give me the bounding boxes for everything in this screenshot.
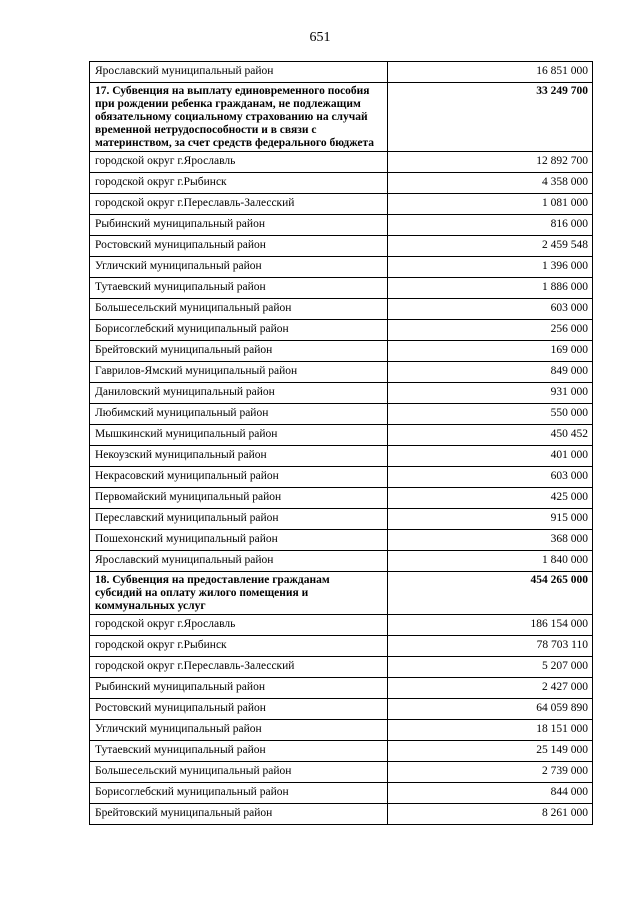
amount-value: 8 261 000 <box>388 804 593 825</box>
amount-value: 368 000 <box>388 530 593 551</box>
amount-value: 450 452 <box>388 425 593 446</box>
municipality-name: Угличский муниципальный район <box>90 720 388 741</box>
table-row <box>90 446 593 467</box>
municipality-name: Большесельский муниципальный район <box>90 299 388 320</box>
municipality-name: Рыбинский муниципальный район <box>90 678 388 699</box>
municipality-name: Тутаевский муниципальный район <box>90 741 388 762</box>
amount-value: 816 000 <box>388 215 593 236</box>
amount-value: 1 886 000 <box>388 278 593 299</box>
section-total: 33 249 700 <box>388 83 593 152</box>
table-row <box>90 488 593 509</box>
amount-value: 12 892 700 <box>388 152 593 173</box>
municipality-name: Ростовский муниципальный район <box>90 699 388 720</box>
amount-value: 425 000 <box>388 488 593 509</box>
amount-value: 603 000 <box>388 467 593 488</box>
table-row <box>90 320 593 341</box>
amount-value: 1 396 000 <box>388 257 593 278</box>
amount-value: 2 459 548 <box>388 236 593 257</box>
section-heading-row <box>90 83 593 152</box>
municipality-name: Переславский муниципальный район <box>90 509 388 530</box>
table-row <box>90 615 593 636</box>
section-title: 17. Субвенция на выплату единовременного пособия при рождении ребенка гражданам, не подлежащим обязательному социальному страхованию на случай временной нетрудоспособности и в связи с материнством, за счет средств федерального бюджета <box>90 83 388 152</box>
section-total: 454 265 000 <box>388 572 593 615</box>
municipality-name: городской округ г.Рыбинск <box>90 173 388 194</box>
amount-value: 78 703 110 <box>388 636 593 657</box>
municipality-name: Брейтовский муниципальный район <box>90 804 388 825</box>
municipality-name: Ярославский муниципальный район <box>90 551 388 572</box>
table-row <box>90 783 593 804</box>
municipality-name: Любимский муниципальный район <box>90 404 388 425</box>
table-row <box>90 215 593 236</box>
amount-value: 603 000 <box>388 299 593 320</box>
table-row <box>90 341 593 362</box>
municipality-name: городской округ г.Ярославль <box>90 152 388 173</box>
table-row <box>90 194 593 215</box>
table-row <box>90 720 593 741</box>
table-row <box>90 299 593 320</box>
municipality-name: Некрасовский муниципальный район <box>90 467 388 488</box>
table-row <box>90 362 593 383</box>
amount-value: 256 000 <box>388 320 593 341</box>
municipality-name: городской округ г.Переславль-Залесский <box>90 657 388 678</box>
table-row <box>90 152 593 173</box>
amount-value: 915 000 <box>388 509 593 530</box>
municipality-name: Ярославский муниципальный район <box>90 62 388 83</box>
table-row <box>90 257 593 278</box>
municipality-name: Борисоглебский муниципальный район <box>90 320 388 341</box>
municipality-name: Большесельский муниципальный район <box>90 762 388 783</box>
amount-value: 25 149 000 <box>388 741 593 762</box>
table-row <box>90 278 593 299</box>
section-title: 18. Субвенция на предоставление гражданам субсидий на оплату жилого помещения и коммунальных услуг <box>90 572 388 615</box>
municipality-name: Ростовский муниципальный район <box>90 236 388 257</box>
municipality-name: Пошехонский муниципальный район <box>90 530 388 551</box>
municipality-name: Тутаевский муниципальный район <box>90 278 388 299</box>
municipality-name: Борисоглебский муниципальный район <box>90 783 388 804</box>
municipality-name: Первомайский муниципальный район <box>90 488 388 509</box>
amount-value: 931 000 <box>388 383 593 404</box>
amount-value: 169 000 <box>388 341 593 362</box>
table-row <box>90 699 593 720</box>
table-row <box>90 173 593 194</box>
table-body <box>90 62 593 825</box>
table-row <box>90 678 593 699</box>
amount-value: 844 000 <box>388 783 593 804</box>
amount-value: 64 059 890 <box>388 699 593 720</box>
municipality-name: Мышкинский муниципальный район <box>90 425 388 446</box>
amount-value: 401 000 <box>388 446 593 467</box>
amount-value: 186 154 000 <box>388 615 593 636</box>
amount-value: 5 207 000 <box>388 657 593 678</box>
municipality-name: Рыбинский муниципальный район <box>90 215 388 236</box>
table-row <box>90 425 593 446</box>
table-row <box>90 236 593 257</box>
municipality-name: Угличский муниципальный район <box>90 257 388 278</box>
subvention-table <box>89 61 593 825</box>
table-row <box>90 383 593 404</box>
municipality-name: городской округ г.Переславль-Залесский <box>90 194 388 215</box>
municipality-name: городской округ г.Рыбинск <box>90 636 388 657</box>
table-row <box>90 404 593 425</box>
amount-value: 2 739 000 <box>388 762 593 783</box>
municipality-name: Даниловский муниципальный район <box>90 383 388 404</box>
page-number: 651 <box>309 30 331 45</box>
municipality-name: городской округ г.Ярославль <box>90 615 388 636</box>
table-row <box>90 636 593 657</box>
municipality-name: Некоузский муниципальный район <box>90 446 388 467</box>
table-row <box>90 741 593 762</box>
amount-value: 1 840 000 <box>388 551 593 572</box>
table-row <box>90 551 593 572</box>
table-row <box>90 467 593 488</box>
amount-value: 1 081 000 <box>388 194 593 215</box>
table-row <box>90 509 593 530</box>
municipality-name: Брейтовский муниципальный район <box>90 341 388 362</box>
amount-value: 18 151 000 <box>388 720 593 741</box>
table-row <box>90 62 593 83</box>
amount-value: 550 000 <box>388 404 593 425</box>
table-row <box>90 762 593 783</box>
amount-value: 16 851 000 <box>388 62 593 83</box>
amount-value: 2 427 000 <box>388 678 593 699</box>
table-row <box>90 657 593 678</box>
table-row <box>90 530 593 551</box>
table-row <box>90 804 593 825</box>
amount-value: 4 358 000 <box>388 173 593 194</box>
municipality-name: Гаврилов-Ямский муниципальный район <box>90 362 388 383</box>
amount-value: 849 000 <box>388 362 593 383</box>
section-heading-row <box>90 572 593 615</box>
